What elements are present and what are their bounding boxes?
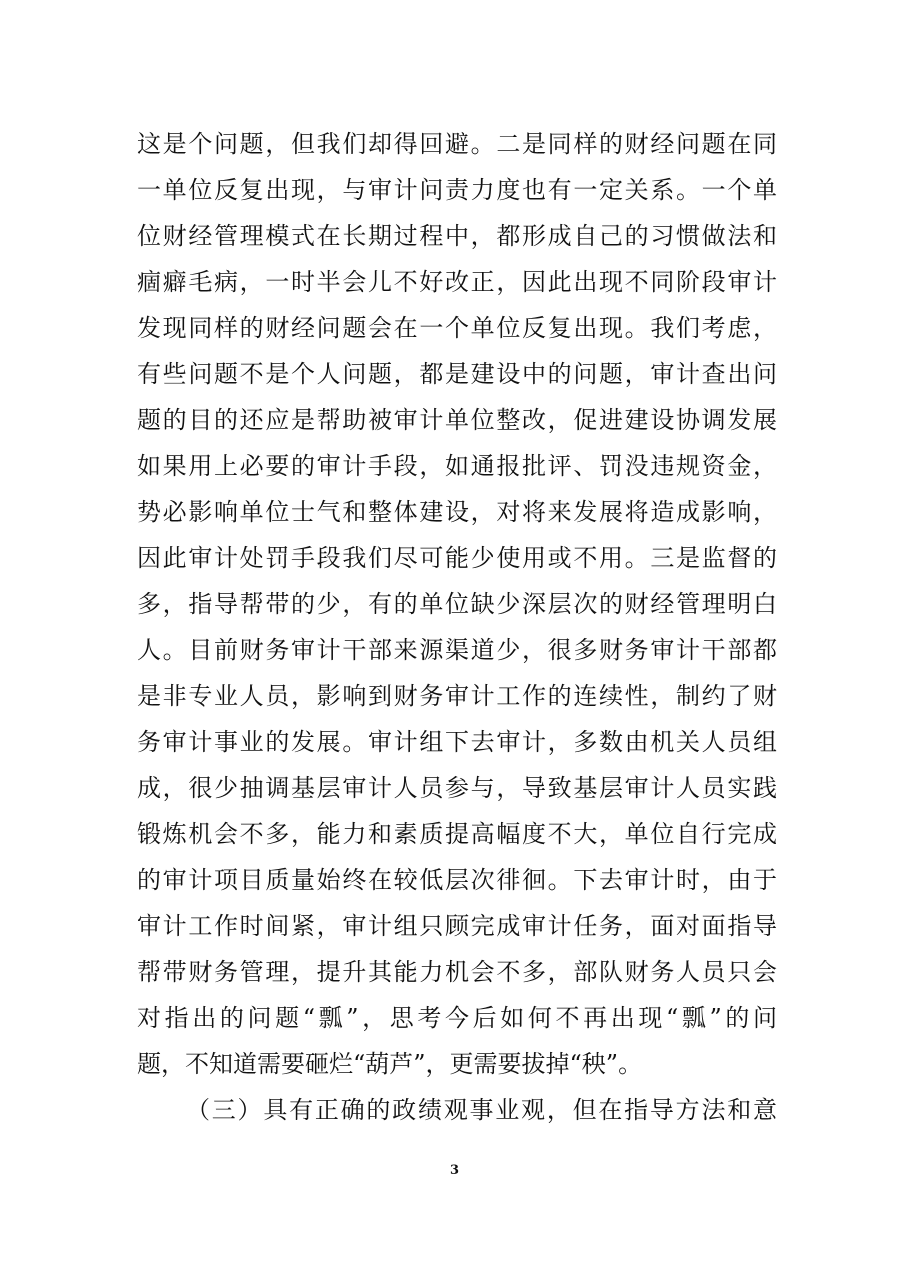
text-line: 是非专业人员，影响到财务审计工作的连续性，制约了财: [137, 682, 777, 710]
text-line: 发现同样的财经问题会在一个单位反复出现。我们考虑，: [137, 314, 777, 342]
text-line: 务审计事业的发展。审计组下去审计，多数由机关人员组: [137, 728, 777, 756]
paragraph-end-line: 题，不知道需要砸烂“葫芦”，更需要拔掉“秧”。: [137, 1050, 643, 1078]
text-line: 成，很少抽调基层审计人员参与，导致基层审计人员实践: [137, 774, 777, 802]
text-line: 因此审计处罚手段我们尽可能少使用或不用。三是监督的: [137, 544, 777, 572]
page-number: 3: [449, 1163, 460, 1178]
text-line: 题的目的还应是帮助被审计单位整改，促进建设协调发展: [137, 406, 777, 434]
text-line: 位财经管理模式在长期过程中，都形成自己的习惯做法和: [137, 222, 777, 250]
text-line: 帮带财务管理，提升其能力机会不多，部队财务人员只会: [137, 958, 777, 986]
text-line: 一单位反复出现，与审计问责力度也有一定关系。一个单: [137, 176, 777, 204]
text-line: 人。目前财务审计干部来源渠道少，很多财务审计干部都: [137, 636, 777, 664]
text-line: 痼癖毛病，一时半会儿不好改正，因此出现不同阶段审计: [137, 268, 777, 296]
text-line: 势必影响单位士气和整体建设，对将来发展将造成影响，: [137, 498, 777, 526]
text-line: 这是个问题，但我们却得回避。二是同样的财经问题在同: [137, 130, 777, 158]
body-text: [137, 121, 777, 1133]
text-line: 如果用上必要的审计手段，如通报批评、罚没违规资金，: [137, 452, 777, 480]
text-line: 锻炼机会不多，能力和素质提高幅度不大，单位自行完成: [137, 820, 777, 848]
section-heading-line: （三）具有正确的政绩观事业观，但在指导方法和意: [186, 1096, 777, 1124]
text-line: 有些问题不是个人问题，都是建设中的问题，审计查出问: [137, 360, 777, 388]
text-line: 对指出的问题“瓢”，思考今后如何不再出现“瓢”的问: [137, 1004, 777, 1032]
text-line: 审计工作时间紧，审计组只顾完成审计任务，面对面指导: [137, 912, 777, 940]
text-line: 的审计项目质量始终在较低层次徘徊。下去审计时，由于: [137, 866, 777, 894]
text-line: 多，指导帮带的少，有的单位缺少深层次的财经管理明白: [137, 590, 777, 618]
